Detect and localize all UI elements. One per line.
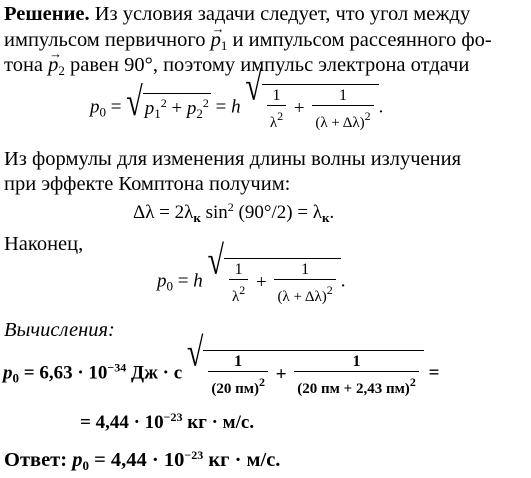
calc-den2-power: 2 bbox=[409, 375, 416, 389]
f1-den1-power: 2 bbox=[277, 109, 284, 123]
f2-den2-power: 2 bbox=[326, 283, 333, 297]
formula-momentum-2 bbox=[157, 238, 346, 306]
f1-pa-index: 1 bbox=[154, 106, 161, 121]
f1-h: h bbox=[231, 96, 241, 118]
answer-units: кг · м/с. bbox=[208, 449, 281, 471]
f2-lhs: p bbox=[157, 270, 167, 292]
f2-den2-text: (λ + Δλ) bbox=[277, 289, 327, 305]
f1-pb: p bbox=[186, 98, 197, 119]
sqrt-sign: √ bbox=[126, 79, 143, 125]
f1-end: . bbox=[378, 96, 384, 118]
f1-radicand-2 bbox=[262, 84, 379, 132]
p1-index: 1 bbox=[220, 38, 228, 53]
p2-letter: p bbox=[48, 54, 59, 76]
compton-end: . bbox=[329, 202, 335, 223]
f2-num2: 1 bbox=[301, 261, 310, 278]
calc-num1: 1 bbox=[234, 353, 243, 370]
f2-den1-text: λ bbox=[231, 289, 240, 305]
f2-lhs-index: 0 bbox=[166, 278, 173, 294]
f1-den2-power: 2 bbox=[364, 109, 371, 123]
sqrt-sign: √ bbox=[186, 330, 204, 376]
finally-text: Наконец, bbox=[4, 233, 84, 255]
answer-line bbox=[4, 443, 280, 478]
p2-index: 2 bbox=[58, 63, 65, 78]
answer-value: = 4,44 · 10 bbox=[94, 449, 185, 471]
calc-heading: Вычисления: bbox=[4, 319, 115, 341]
calc-units: Дж · с bbox=[131, 362, 183, 384]
compton-sin: sin bbox=[205, 202, 228, 223]
calc-value-power: −34 bbox=[107, 360, 127, 375]
calc-fraction-2 bbox=[294, 353, 419, 398]
compton-line-2: при эффекте Комптона получим: bbox=[4, 173, 291, 195]
solution-heading: Решение. bbox=[4, 3, 90, 25]
p1-vector bbox=[211, 28, 221, 52]
calc-value: = 6,63 · 10 bbox=[23, 362, 108, 384]
f2-fraction-2 bbox=[274, 261, 335, 306]
calc-eq: = bbox=[428, 362, 440, 384]
calc-result-value: = 4,44 · 10 bbox=[80, 412, 164, 433]
calc-lhs: p bbox=[3, 362, 13, 384]
f2-sqrt bbox=[207, 238, 340, 306]
solution-text-3b: равен 90°, поэтому импульс электрона отдачи bbox=[70, 54, 470, 76]
compton-sin-power: 2 bbox=[227, 200, 234, 214]
f1-pa-power: 2 bbox=[160, 96, 167, 110]
calc-den2-text: (20 пм + 2,43 пм) bbox=[297, 381, 410, 397]
answer-label: Ответ: bbox=[4, 449, 68, 471]
answer-p: p bbox=[72, 449, 83, 471]
f1-den2-text: (λ + Δλ) bbox=[315, 115, 365, 131]
compton-formula-end: (90°/2) = λ bbox=[238, 202, 323, 223]
f1-radicand-1 bbox=[143, 93, 211, 123]
compton-line-1: Из формулы для изменения длины волны излучения bbox=[4, 148, 462, 170]
calc-den1-power: 2 bbox=[258, 375, 265, 389]
solution-text-2b: и импульсом рассеянного фо- bbox=[232, 29, 492, 51]
formula-momentum bbox=[90, 64, 384, 132]
f1-sqrt-1 bbox=[126, 79, 211, 125]
f2-eq: = bbox=[177, 270, 189, 292]
f1-fraction-1 bbox=[267, 87, 286, 132]
p1-letter: p bbox=[210, 29, 221, 51]
solution-line-3 bbox=[4, 53, 469, 83]
calc-plus: + bbox=[275, 363, 287, 385]
f2-radicand bbox=[224, 258, 341, 306]
f2-end: . bbox=[340, 270, 346, 292]
answer-value-power: −23 bbox=[184, 448, 204, 462]
calc-lhs-index: 0 bbox=[12, 370, 19, 386]
f1-pb-index: 2 bbox=[196, 106, 203, 121]
f2-den1 bbox=[229, 279, 248, 306]
calc-result-power: −23 bbox=[163, 410, 183, 424]
calc-result-units: кг · м/с. bbox=[187, 412, 255, 433]
f1-sqrt-2 bbox=[245, 64, 378, 132]
f1-lhs: p bbox=[90, 96, 100, 118]
solution-text-1: Из условия задачи следует, что угол между bbox=[94, 3, 471, 25]
f2-fraction-1 bbox=[229, 261, 248, 306]
calc-result bbox=[80, 410, 254, 434]
compton-formula-start: Δλ = 2λ bbox=[133, 202, 194, 223]
f2-plus: + bbox=[255, 271, 267, 293]
f1-lhs-index: 0 bbox=[99, 104, 106, 120]
f1-den1-text: λ bbox=[269, 115, 278, 131]
compton-k-index: к bbox=[193, 210, 201, 225]
sqrt-sign: √ bbox=[245, 64, 262, 110]
sqrt-sign: √ bbox=[207, 238, 224, 284]
f1-plus: + bbox=[171, 98, 183, 119]
compton-end-index: к bbox=[322, 210, 330, 225]
solution-text-3a: тона bbox=[4, 54, 44, 76]
f1-pa: p bbox=[144, 98, 155, 119]
calc-den2 bbox=[294, 371, 419, 398]
f1-pb-power: 2 bbox=[202, 96, 209, 110]
solution-text-2a: импульсом первичного bbox=[4, 29, 206, 51]
calc-num2: 1 bbox=[352, 353, 361, 370]
f2-den1-power: 2 bbox=[239, 283, 246, 297]
f1-eq2: = bbox=[215, 96, 227, 118]
f2-num1: 1 bbox=[234, 261, 243, 278]
f2-den2 bbox=[274, 279, 335, 306]
calc-radicand bbox=[203, 350, 423, 398]
f1-den2 bbox=[312, 105, 373, 132]
f1-fraction-2 bbox=[312, 87, 373, 132]
f1-plus-2: + bbox=[293, 97, 305, 119]
calc-den1 bbox=[208, 371, 268, 398]
formula-compton bbox=[133, 200, 334, 226]
solution-line-1 bbox=[4, 2, 470, 26]
calc-fraction-1 bbox=[208, 353, 268, 398]
f1-num1: 1 bbox=[272, 87, 281, 104]
f1-eq: = bbox=[110, 96, 122, 118]
calc-sqrt bbox=[186, 330, 424, 398]
f1-num2: 1 bbox=[339, 87, 347, 104]
p2-vector bbox=[48, 53, 58, 77]
calc-den1-text: (20 пм) bbox=[211, 381, 259, 397]
f1-den1 bbox=[267, 105, 286, 132]
f2-h: h bbox=[193, 270, 203, 292]
answer-p-index: 0 bbox=[82, 458, 89, 473]
